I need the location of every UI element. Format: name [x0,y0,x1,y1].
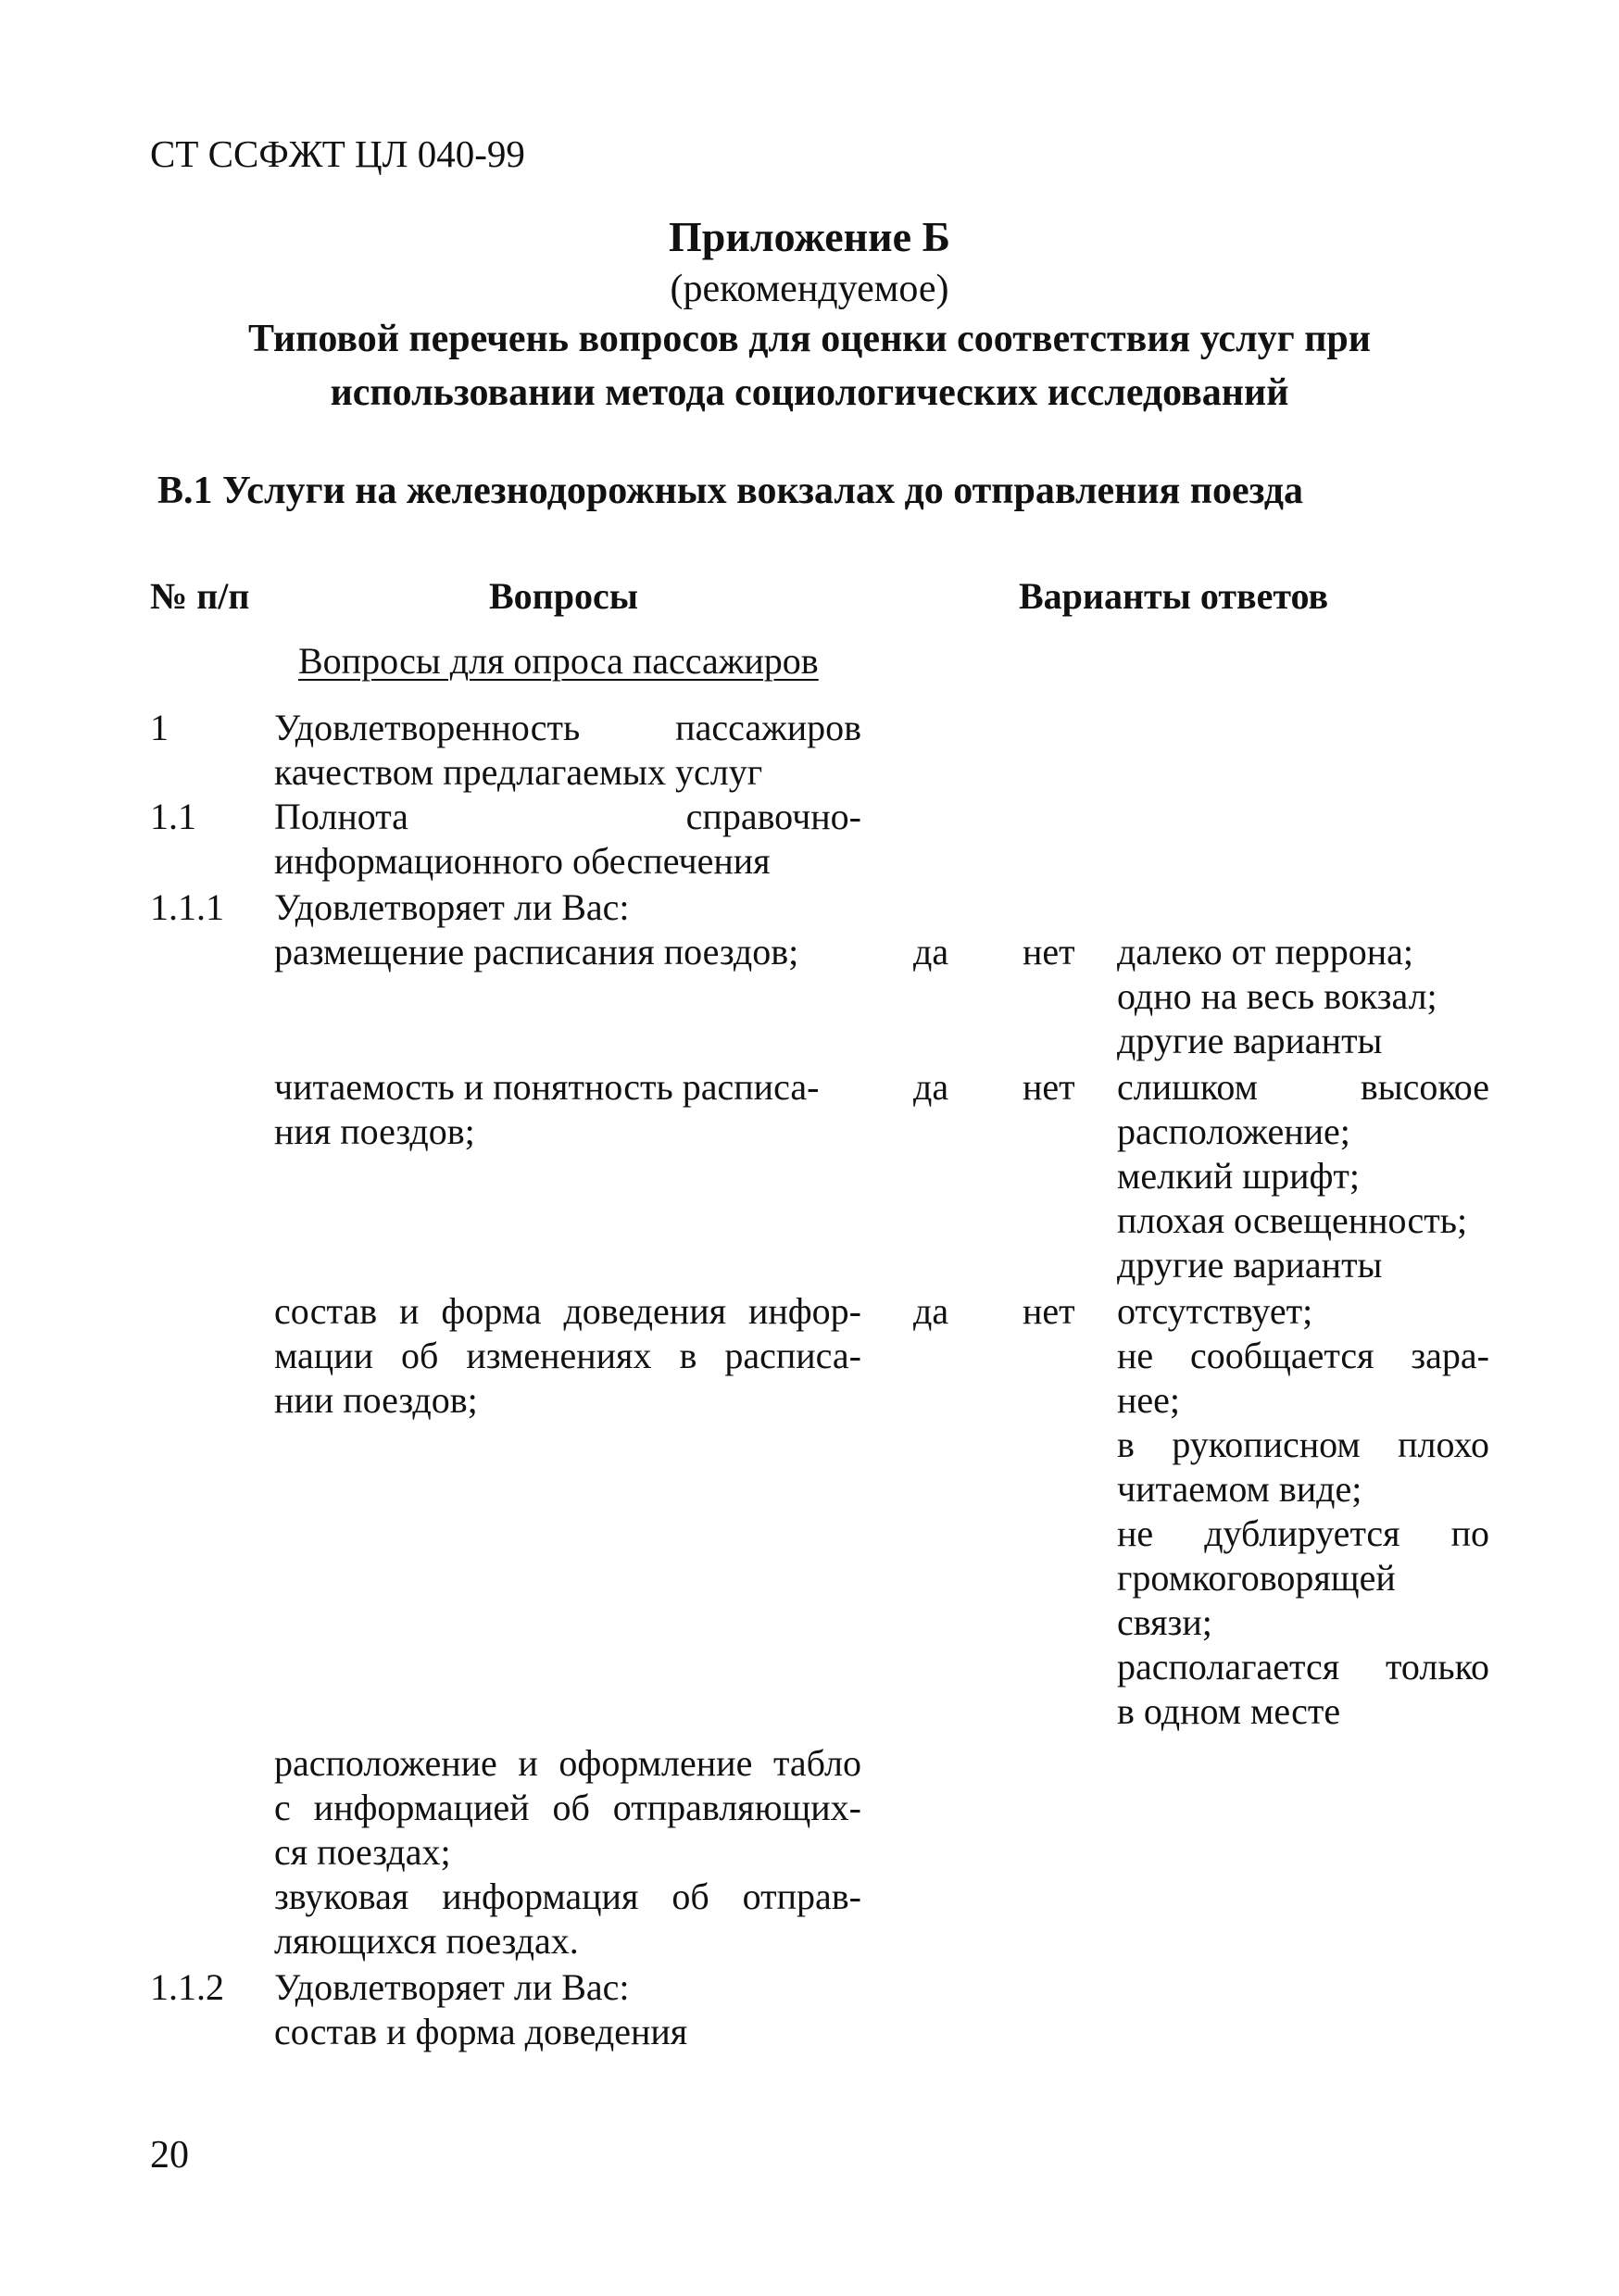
question-schedule-readability-line1: читаемость и понятность расписа- [274,1066,820,1108]
item-1-1-1-text: Удовлетворяет ли Вас: [274,886,630,928]
answer-yes: да [913,1066,949,1108]
answer-option: одно на весь вокзал; [1117,975,1437,1017]
question-line: расположение и оформление табло [274,1742,861,1784]
item-number-1-1-2: 1.1.2 [150,1966,224,2008]
question-departure-board [274,1741,861,1875]
question-line: ляющихся поездах. [274,1920,579,1962]
answer-yes: да [913,931,949,972]
answer-yes: да [913,1290,949,1332]
answer-option: располагается только [1117,1646,1489,1687]
column-header-questions: Вопросы [489,575,638,617]
question-schedule-readability-line2: ния поездов; [274,1110,475,1152]
item-1-word-a: Удовлетворенность [274,707,581,748]
answer-option: в одном месте [1117,1690,1341,1732]
section-title: В.1 Услуги на железнодорожных вокзалах до отправления поезда [157,470,1303,512]
appendix-title: Приложение Б [668,213,951,260]
answer-word: слишком [1117,1066,1258,1108]
answer-options-schedule-readability [1117,1110,1467,1287]
column-header-number: № п/п [150,575,250,617]
item-1-1-word-b: справочно- [685,796,861,837]
answer-option: в рукописном плохо [1117,1424,1489,1465]
item-1-1-word-a: Полнота [274,796,408,837]
answer-option: далеко от перрона; [1117,931,1413,972]
question-line: состав и форма доведения инфор- [274,1290,861,1332]
answer-option: читаемом виде; [1117,1468,1362,1510]
appendix-heading-line1: Типовой перечень вопросов для оценки соответствия услуг при [248,318,1371,360]
page-number: 20 [150,2134,189,2177]
answer-option: другие варианты [1117,1244,1383,1286]
item-1-1-text-line1 [274,795,861,839]
item-1-word-b: пассажиров [675,707,861,748]
question-line: мации об изменениях в расписа- [274,1335,861,1376]
question-line: ся поездах; [274,1831,451,1873]
question-schedule-placement: размещение расписания поездов; [274,931,799,972]
answer-option: не сообщается зара- [1117,1335,1489,1376]
column-header-answers: Варианты ответов [1019,575,1329,617]
item-1-1-2-text-line2: состав и форма доведения [274,2011,688,2052]
answer-no: нет [1023,1066,1075,1108]
question-schedule-changes [274,1289,861,1423]
question-line: с информацией об отправляющих- [274,1787,861,1828]
answer-options-schedule-changes [1117,1289,1489,1734]
answer-option: другие варианты [1117,1020,1383,1061]
item-1-text-line1 [274,706,861,750]
answer-option: отсутствует; [1117,1290,1313,1332]
answer-option: плохая освещенность; [1117,1199,1468,1241]
answer-option: расположение; [1117,1110,1350,1152]
passenger-survey-subheading: Вопросы для опроса пассажиров [298,640,819,682]
appendix-heading-line2: использовании метода социологических исследований [330,371,1289,414]
question-line: нии поездов; [274,1379,478,1421]
answer-option: громкоговорящей [1117,1557,1396,1599]
answer-option-too-high [1117,1065,1489,1110]
appendix-note: (рекомендуемое) [670,268,949,310]
item-number-1: 1 [150,707,169,748]
answer-no: нет [1023,931,1075,972]
item-1-1-2-text: Удовлетворяет ли Вас: [274,1966,630,2008]
item-number-1-1-1: 1.1.1 [150,886,224,928]
question-line: звуковая информация об отправ- [274,1876,861,1917]
item-1-text-line2: качеством предлагаемых услуг [274,751,763,793]
answer-word: высокое [1360,1066,1489,1108]
answer-option: мелкий шрифт; [1117,1155,1360,1197]
item-number-1-1: 1.1 [150,796,196,837]
document-code: СТ ССФЖТ ЦЛ 040-99 [150,132,525,175]
answer-option: не дублируется по [1117,1512,1489,1554]
question-audio-information [274,1875,861,1964]
item-1-1-text-line2: информационного обеспечения [274,840,771,882]
answer-no: нет [1023,1290,1075,1332]
answer-option: связи; [1117,1601,1212,1643]
answer-options-schedule-placement [1117,930,1437,1063]
answer-option: нее; [1117,1379,1181,1421]
